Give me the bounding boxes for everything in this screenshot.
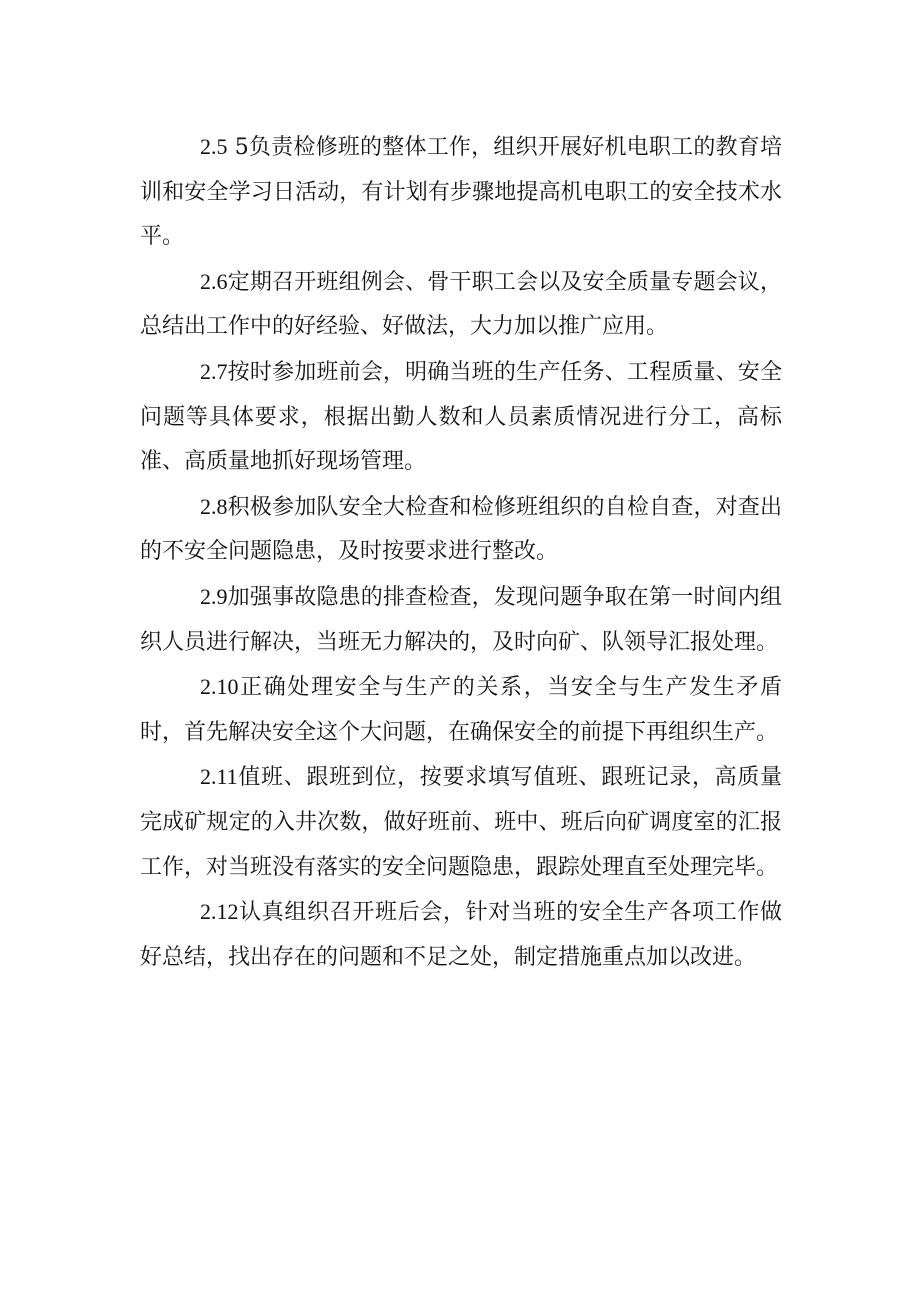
clause-text: 正确处理安全与生产的关系，当安全与生产发生矛盾时，首先解决安全这个大问题，在确保安全的前提下再组织生产。	[140, 675, 782, 745]
document-body	[140, 125, 782, 980]
clause-number: 2.6	[200, 268, 228, 294]
clause-number: 2.10	[200, 674, 239, 700]
paragraph-2-10	[140, 665, 782, 755]
paragraph-2-8	[140, 485, 782, 575]
paragraph-2-12	[140, 890, 782, 980]
paragraph-2-6	[140, 260, 782, 350]
clause-number: 2.7	[200, 358, 228, 384]
clause-text: 按时参加班前会，明确当班的生产任务、工程质量、安全问题等具体要求，根据出勤人数和人员素质情况进行分工，高标准、高质量地抓好现场管理。	[140, 359, 782, 475]
clause-number: 2.8	[200, 493, 228, 519]
paragraph-2-5	[140, 125, 782, 260]
clause-text: 积极参加队安全大检查和检修班组织的自检自查，对查出的不安全问题隐患，及时按要求进行整改。	[140, 494, 782, 565]
paragraph-2-11	[140, 755, 782, 890]
clause-text: 值班、跟班到位，按要求填写值班、跟班记录，高质量完成矿规定的入井次数，做好班前、班中、班后向矿调度室的汇报工作，对当班没有落实的安全问题隐患，跟踪处理直至处理完毕。	[140, 765, 782, 880]
clause-number: 2.12	[200, 899, 239, 925]
clause-text: 认真组织召开班后会，针对当班的安全生产各项工作做好总结，找出存在的问题和不足之处，制定措施重点加以改进。	[140, 900, 782, 970]
clause-number: 2.5	[200, 134, 228, 159]
clause-text: 加强事故隐患的排查检查，发现问题争取在第一时间内组织人员进行解决，当班无力解决的，及时向矿、队领导汇报处理。	[140, 584, 782, 655]
clause-text: 定期召开班组例会、骨干职工会以及安全质量专题会议，总结出工作中的好经验、好做法，大力加以推广应用。	[140, 269, 782, 340]
clause-text: 5负责检修班的整体工作，组织开展好机电职工的教育培训和安全学习日活动，有计划有步骤地提高机电职工的安全技术水平。	[140, 135, 782, 250]
clause-number: 2.9	[200, 583, 228, 609]
clause-number: 2.11	[200, 764, 238, 790]
paragraph-2-7	[140, 350, 782, 485]
paragraph-2-9	[140, 575, 782, 665]
